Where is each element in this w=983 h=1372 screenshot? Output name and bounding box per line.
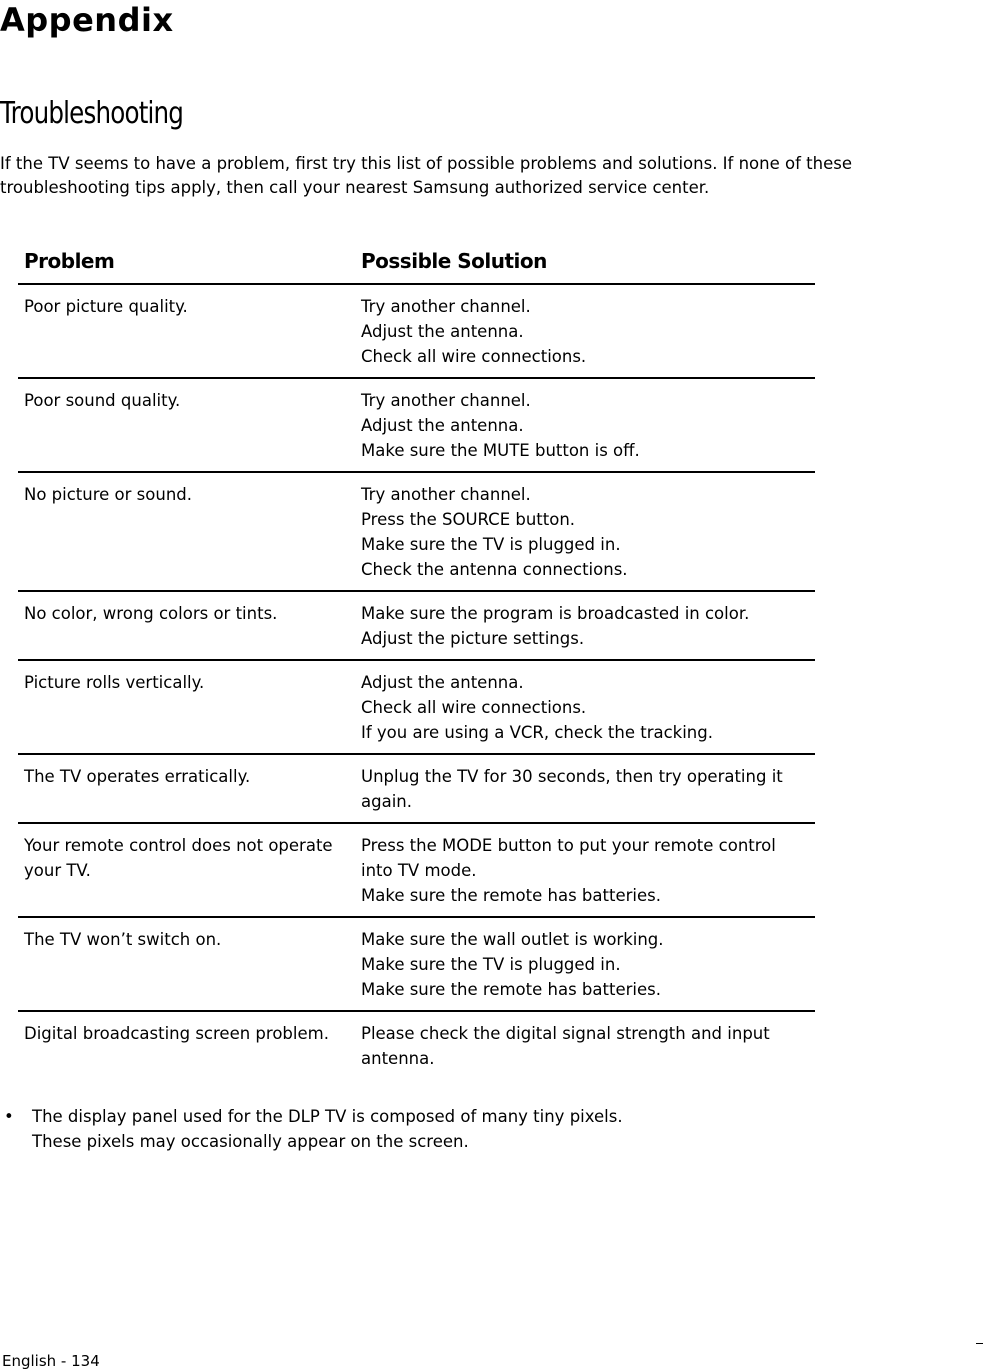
problem-cell: Poor sound quality. [24,391,181,410]
solution-line: Make sure the TV is plugged in. [361,535,621,554]
problem-cell: Digital broadcasting screen problem. [24,1024,329,1043]
solution-line: Please check the digital signal strength and input antenna. [361,1024,770,1068]
problem-cell: The TV won’t switch on. [24,930,222,949]
solution-line: Try another channel. [361,485,531,504]
table-row [18,661,815,755]
solution-line: Try another channel. [361,391,531,410]
solution-line: Check all wire connections. [361,347,587,366]
solution-line: Adjust the picture settings. [361,629,585,648]
solution-line: If you are using a VCR, check the tracking. [361,723,713,742]
solution-line: Make sure the MUTE button is off. [361,441,640,460]
page-number: English - 134 [2,1352,100,1370]
problem-cell: No color, wrong colors or tints. [24,604,278,623]
table-row [18,918,815,1012]
note-line: These pixels may occasionally appear on the screen. [32,1132,469,1151]
problem-cell: Your remote control does not operate your TV. [24,836,333,880]
solution-cell [361,294,815,369]
solution-line: Unplug the TV for 30 seconds, then try operating it again. [361,767,783,811]
troubleshooting-table [18,246,815,1079]
solution-line: Check all wire connections. [361,698,587,717]
table-row [18,592,815,661]
note-line: The display panel used for the DLP TV is composed of many tiny pixels. [32,1107,623,1126]
table-row [18,755,815,824]
intro-paragraph: If the TV seems to have a problem, first try this list of possible problems and solutions. If none of these troubleshooting tips apply, then call your nearest Samsung authorized service center. [0,154,852,197]
table-row [18,824,815,918]
section-title: Troubleshooting [0,96,184,131]
solution-line: Make sure the remote has batteries. [361,886,661,905]
page-title: Appendix [0,1,174,39]
solution-line: Try another channel. [361,297,531,316]
solution-line: Adjust the antenna. [361,322,524,341]
solution-cell [361,670,815,745]
solution-line: Make sure the remote has batteries. [361,980,661,999]
problem-cell: No picture or sound. [24,485,193,504]
solution-cell [361,927,815,1002]
problem-cell: The TV operates erratically. [24,767,251,786]
solution-cell [361,482,815,582]
solution-line: Make sure the program is broadcasted in color. [361,604,750,623]
solution-cell [361,1021,815,1071]
table-row [18,473,815,592]
crop-mark [976,1343,983,1344]
solution-line: Make sure the TV is plugged in. [361,955,621,974]
solution-line: Check the antenna connections. [361,560,628,579]
problem-cell: Picture rolls vertically. [24,673,205,692]
column-header-solution: Possible Solution [361,249,547,273]
solution-line: Make sure the wall outlet is working. [361,930,664,949]
solution-cell [361,764,815,814]
bullet-icon: • [4,1107,14,1126]
column-header-problem: Problem [24,249,115,273]
note-text [32,1104,623,1154]
solution-cell [361,601,815,651]
solution-cell [361,388,815,463]
solution-line: Adjust the antenna. [361,416,524,435]
table-row [18,379,815,473]
table-header [18,246,815,285]
table-row [18,285,815,379]
solution-line: Press the MODE button to put your remote control into TV mode. [361,836,776,880]
table-row [18,1012,815,1079]
problem-cell: Poor picture quality. [24,297,188,316]
solution-line: Adjust the antenna. [361,673,524,692]
solution-cell [361,833,815,908]
solution-line: Press the SOURCE button. [361,510,576,529]
